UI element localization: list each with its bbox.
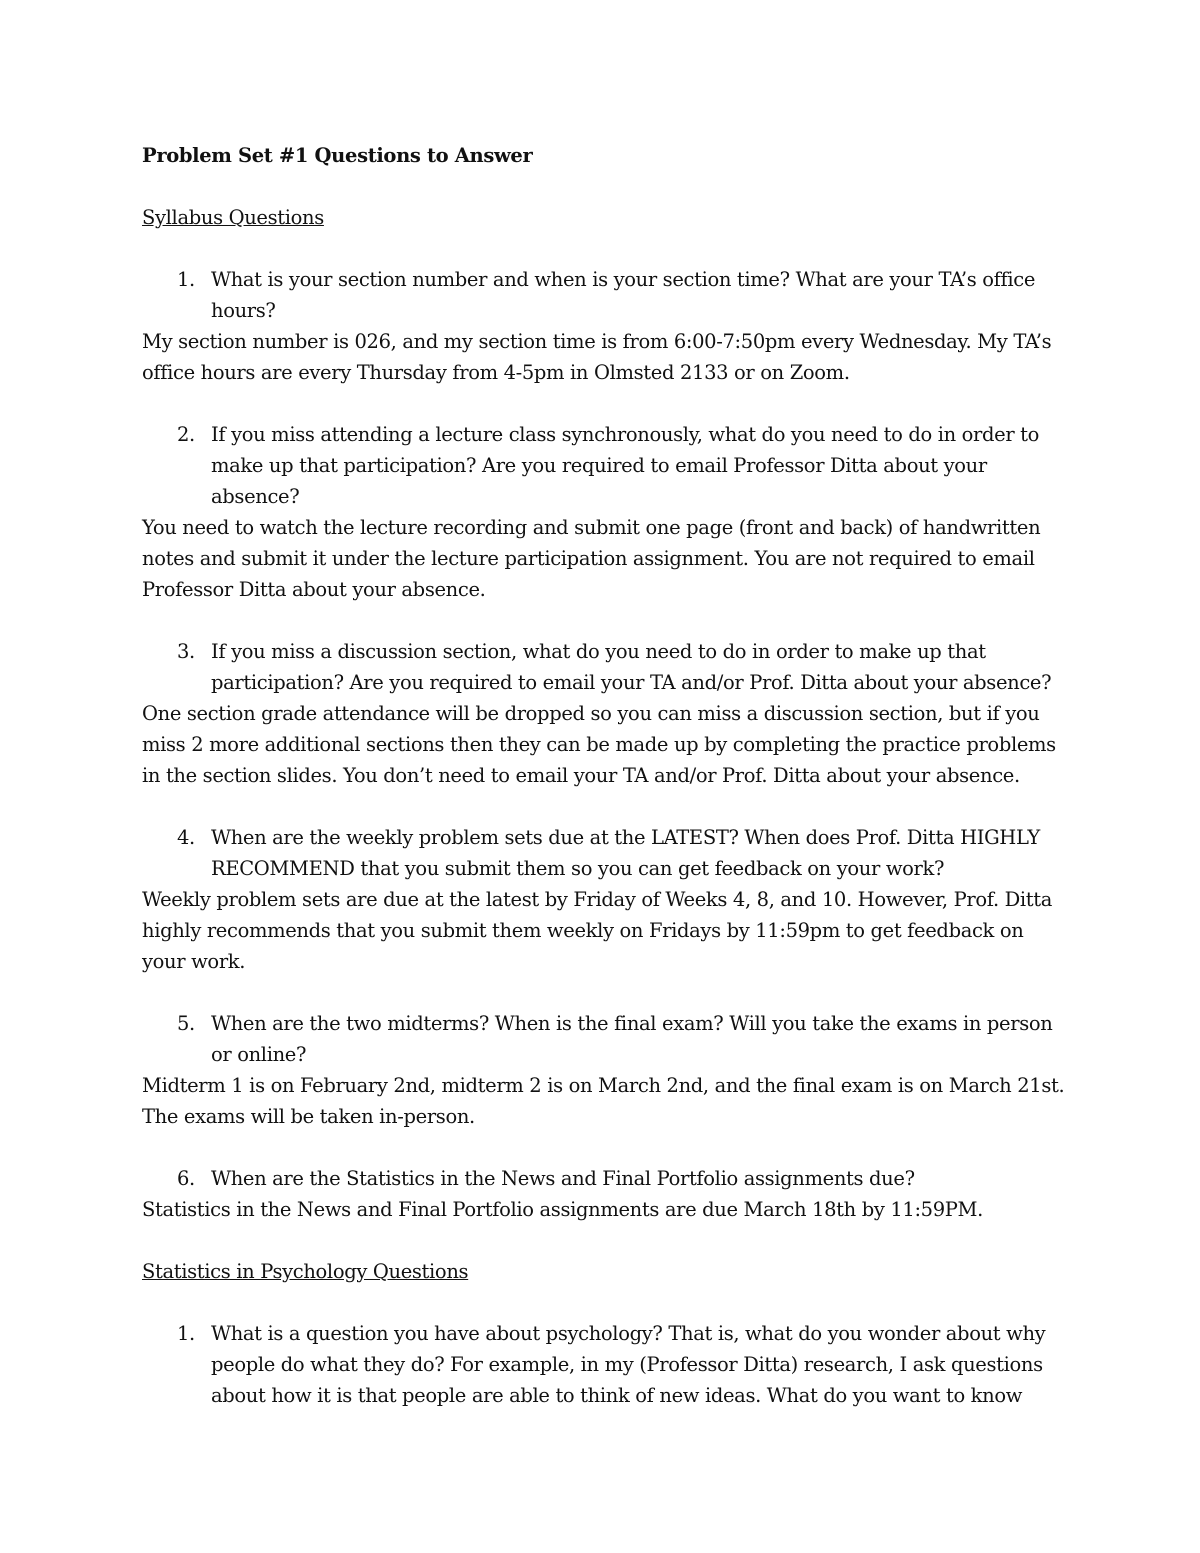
answer-text: Midterm 1 is on February 2nd, midterm 2 is on March 2nd, and the final exam is on March 21st. The exams will be taken in-person. — [142, 1074, 1065, 1128]
question-number: 6. — [177, 1167, 195, 1190]
question-number: 4. — [177, 826, 195, 849]
question-item — [142, 1163, 1072, 1194]
question-number: 1. — [177, 268, 195, 291]
section-heading-statistics-in-psychology: Statistics in Psychology Questions — [142, 1260, 469, 1283]
question-number: 2. — [177, 423, 195, 446]
question-text: What is your section number and when is your section time? What are your TA’s office hours? — [211, 268, 1036, 322]
answer-text: Statistics in the News and Final Portfolio assignments are due March 18th by 11:59PM. — [142, 1198, 984, 1221]
question-text: What is a question you have about psychology? That is, what do you wonder about why people do what they do? For example, in my (Professor Ditta) research, I ask questions about how it is that people are able to think of new ideas. What do you want to know — [211, 1322, 1046, 1407]
answer-text: Weekly problem sets are due at the latest by Friday of Weeks 4, 8, and 10. However, Prof. Ditta highly recommends that you submit them weekly on Fridays by 11:59pm to get feedback on your work. — [142, 888, 1053, 973]
question-text: When are the Statistics in the News and Final Portfolio assignments due? — [211, 1167, 915, 1190]
answer-text: My section number is 026, and my section time is from 6:00-7:50pm every Wednesday. My TA’s office hours are every Thursday from 4-5pm in Olmsted 2133 or on Zoom. — [142, 330, 1052, 384]
question-item — [142, 1008, 1072, 1070]
question-text: When are the weekly problem sets due at the LATEST? When does Prof. Ditta HIGHLY RECOMMEND that you submit them so you can get feedback on your work? — [211, 826, 1040, 880]
question-item — [142, 1318, 1072, 1411]
document-page — [142, 140, 1072, 1411]
question-number: 3. — [177, 640, 195, 663]
question-number: 5. — [177, 1012, 195, 1035]
question-item — [142, 264, 1072, 326]
question-text: If you miss attending a lecture class synchronously, what do you need to do in order to make up that participation? Are you required to email Professor Ditta about your absence? — [211, 423, 1040, 508]
section-heading-syllabus: Syllabus Questions — [142, 206, 324, 229]
question-item — [142, 636, 1072, 698]
question-number: 1. — [177, 1322, 195, 1345]
answer-text: One section grade attendance will be dropped so you can miss a discussion section, but if you miss 2 more additional sections then they can be made up by completing the practice problems in the section slides. You don’t need to email your TA and/or Prof. Ditta about your absence. — [142, 702, 1056, 787]
question-text: When are the two midterms? When is the final exam? Will you take the exams in person or online? — [211, 1012, 1053, 1066]
document-title: Problem Set #1 Questions to Answer — [142, 144, 533, 167]
question-item — [142, 419, 1072, 512]
question-item — [142, 822, 1072, 884]
question-text: If you miss a discussion section, what do you need to do in order to make up that participation? Are you required to email your TA and/or Prof. Ditta about your absence? — [211, 640, 1052, 694]
answer-text: You need to watch the lecture recording and submit one page (front and back) of handwritten notes and submit it under the lecture participation assignment. You are not required to email Professor Ditta about your absence. — [142, 516, 1041, 601]
